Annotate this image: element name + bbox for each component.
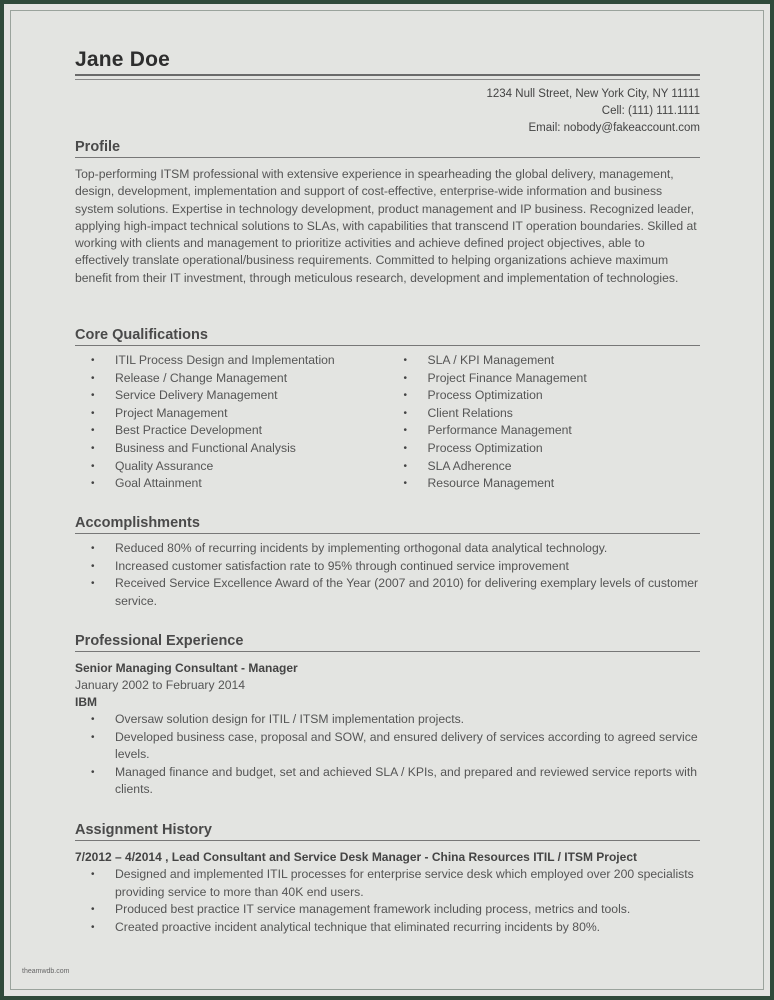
experience-section (75, 632, 700, 799)
accomplishments-title: Accomplishments (75, 515, 200, 531)
list-item: • Reduced 80% of recurring incidents by implementing orthogonal data analytical technology. (75, 540, 700, 558)
bullet-icon: • (403, 355, 408, 366)
profile-title: Profile (75, 139, 121, 155)
profile-section (75, 138, 700, 287)
contact-cell: Cell: (111) 111.1111 (601, 105, 700, 117)
bullet-icon: • (403, 425, 408, 437)
section-rule (75, 651, 700, 652)
header-rule-thin (75, 79, 700, 80)
watermark: theamwdb.com (22, 968, 70, 975)
list-item: • Performance Management (388, 422, 701, 440)
list-item: • Release / Change Management (75, 370, 388, 388)
profile-text: Top-performing ITSM professional with extensive experience in spearheading the global delivery, management, design, development, implementation and support of cost-effective, enterprise-wide information and business system solutions. Expertise in technology development, product management and IP business. Recognized leader, applying high-impact technical solutions to SLAs, with capabilities that transcend IT operation boundaries. Skilled at working with clients and management to prioritize activities and achieve defined project objectives, able to effectively translate operational/business requirements. Committed to helping organizations achieve maximum benefit from their IT investment, through meticulous research, development and implementation of technologies. (75, 167, 697, 285)
list-item: • SLA / KPI Management (388, 352, 701, 370)
list-item: • Resource Management (388, 475, 701, 493)
bullet-icon: • (91, 355, 95, 366)
list-item: • Produced best practice IT service management framework including process, metrics and tools. (75, 901, 700, 919)
bullet-icon: • (91, 714, 95, 725)
bullet-icon: • (91, 578, 95, 590)
section-rule (75, 533, 700, 534)
list-item: • Business and Functional Analysis (75, 440, 388, 458)
assignment-heading: 7/2012 – 4/2014 , Lead Consultant and Service Desk Manager - China Resources ITIL / ITSM Project (75, 850, 637, 864)
list-item: • Developed business case, proposal and SOW, and ensured delivery of services according to agreed service levels. (91, 729, 698, 762)
section-rule (75, 345, 700, 346)
bullet-icon: • (91, 766, 95, 778)
bullet-icon: • (91, 869, 95, 880)
job-company: IBM (75, 695, 97, 709)
bullet-icon: • (403, 372, 408, 384)
list-item: • Created proactive incident analytical technique that eliminated recurring incidents by 80%. (75, 919, 700, 937)
list-item: • Designed and implemented ITIL processes for enterprise service desk which employed over 200 specialists providing service to more than 40K end users. (91, 867, 694, 899)
list-item: • SLA Adherence (388, 458, 701, 476)
list-item: • ITIL Process Design and Implementation (75, 352, 388, 370)
list-item: • Received Service Excellence Award of the Year (2007 and 2010) for delivering exemplary levels of customer service. (91, 576, 699, 608)
list-item: • Managed finance and budget, set and achieved SLA / KPIs, and prepared and reviewed service reports with clients. (91, 764, 697, 797)
bullet-icon: • (91, 478, 95, 490)
bullet-icon: • (91, 560, 95, 572)
list-item: • Project Finance Management (388, 370, 701, 388)
accomplishments-section (75, 514, 700, 610)
job-title: Senior Managing Consultant - Manager (75, 661, 298, 675)
bullet-icon: • (91, 372, 95, 384)
list-item: • Client Relations (388, 405, 701, 423)
experience-title: Professional Experience (75, 633, 244, 649)
qualifications-left-column (75, 352, 388, 493)
bullet-icon: • (91, 731, 95, 743)
section-rule (75, 840, 700, 841)
qualifications-right-column (388, 352, 701, 493)
list-item: • Goal Attainment (75, 475, 388, 493)
resume-document (75, 48, 700, 934)
list-item: • Process Optimization (388, 387, 701, 405)
bullet-icon: • (403, 478, 408, 490)
bullet-icon: • (403, 390, 408, 402)
bullet-icon: • (403, 460, 408, 472)
assignments-section (75, 821, 700, 936)
contact-email: Email: nobody@fakeaccount.com (528, 122, 700, 134)
bullet-icon: • (91, 460, 95, 472)
assignments-title: Assignment History (75, 822, 212, 838)
contact-address: 1234 Null Street, New York City, NY 11111 (486, 88, 700, 100)
bullet-icon: • (91, 425, 95, 437)
bullet-icon: • (91, 543, 95, 554)
list-item: • Increased customer satisfaction rate to 95% through continued service improvement (75, 558, 700, 576)
bullet-icon: • (91, 442, 95, 454)
list-item: • Quality Assurance (75, 458, 388, 476)
bullet-icon: • (403, 407, 408, 419)
list-item: • Best Practice Development (75, 422, 388, 440)
list-item: • Service Delivery Management (75, 387, 388, 405)
qualifications-section (75, 326, 700, 493)
section-rule (75, 157, 700, 158)
header-rule-thick (75, 74, 700, 76)
bullet-icon: • (91, 904, 95, 916)
bullet-icon: • (91, 407, 95, 419)
list-item: • Oversaw solution design for ITIL / ITSM implementation projects. (75, 711, 700, 729)
bullet-icon: • (91, 921, 95, 933)
qualifications-columns (75, 352, 700, 493)
contact-block (75, 86, 700, 137)
list-item: • Project Management (75, 405, 388, 423)
resume-name: Jane Doe (75, 48, 170, 71)
bullet-icon: • (91, 390, 95, 402)
bullet-icon: • (403, 442, 408, 454)
qualifications-title: Core Qualifications (75, 327, 208, 343)
list-item: • Process Optimization (388, 440, 701, 458)
job-dates: January 2002 to February 2014 (75, 678, 246, 692)
